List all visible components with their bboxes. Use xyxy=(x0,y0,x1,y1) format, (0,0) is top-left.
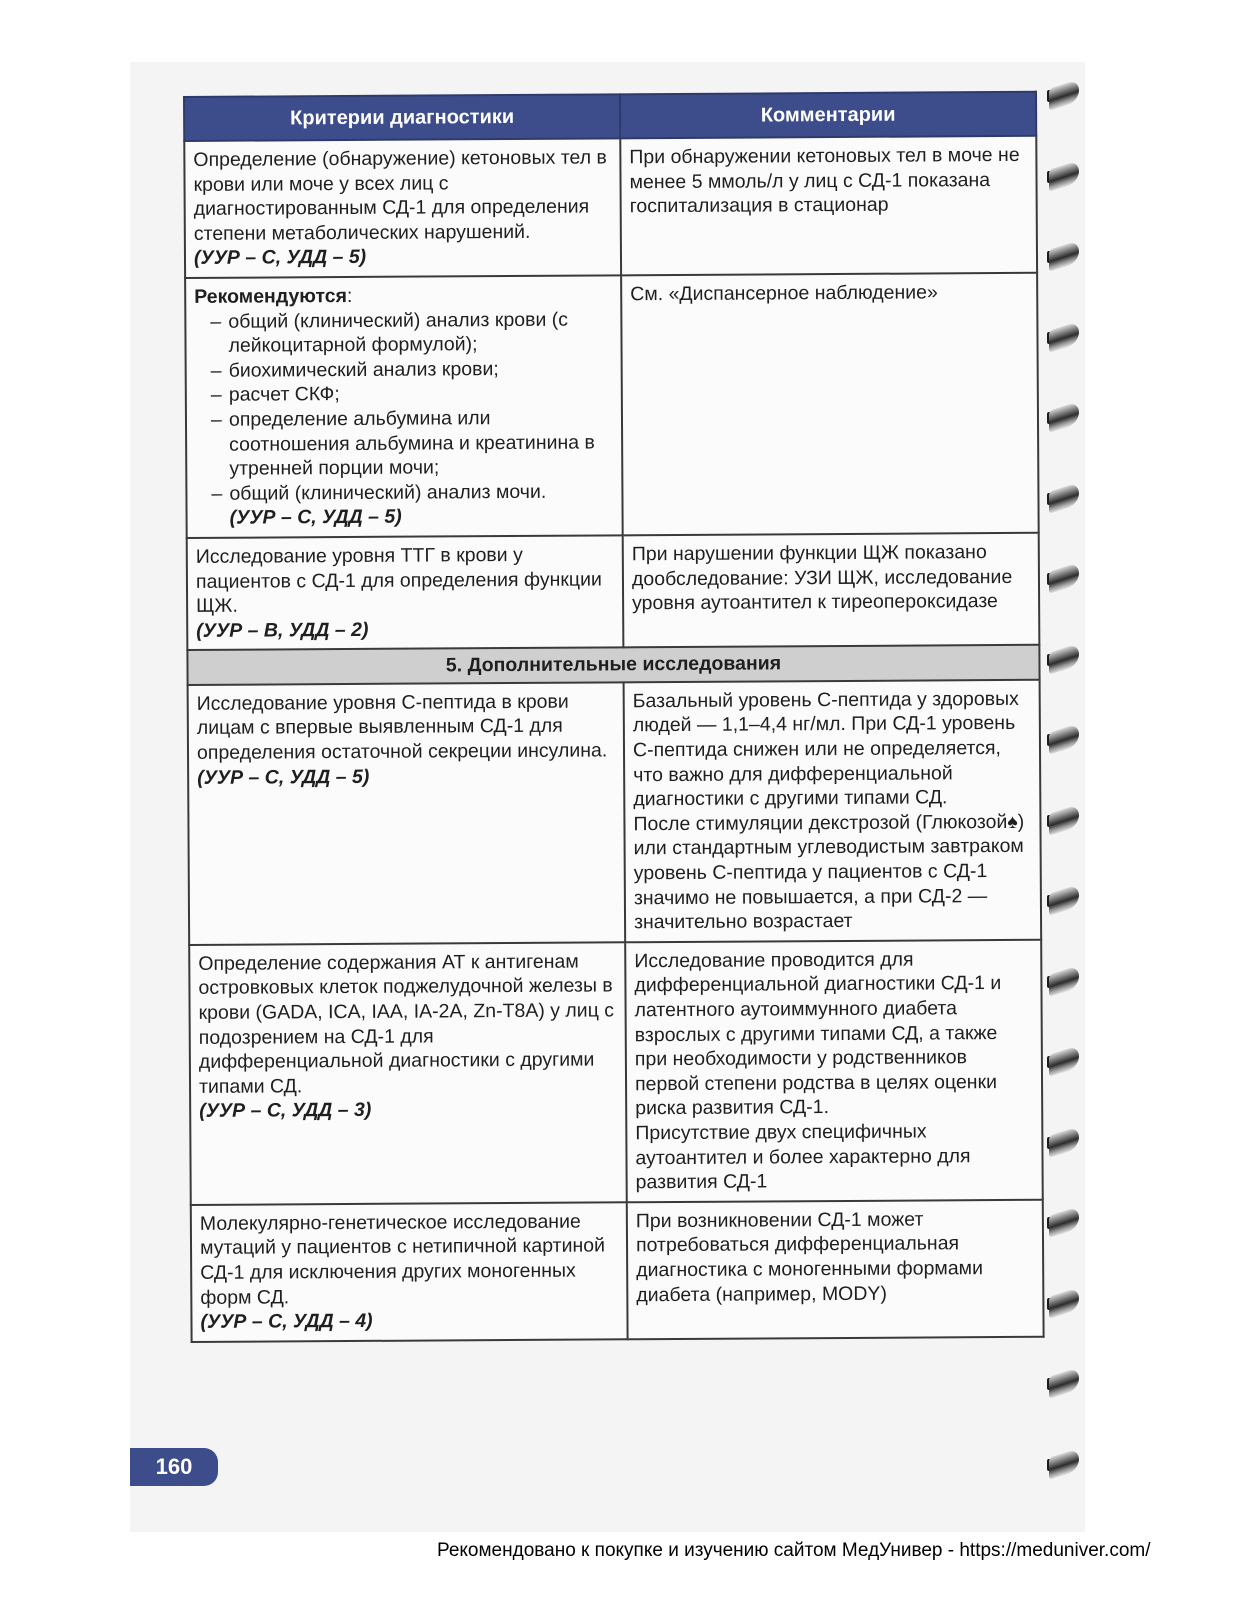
section-title: 5. Дополнительные исследования xyxy=(187,645,1039,685)
criteria-cell xyxy=(187,535,624,650)
list-item: – общий (клинический) анализ мочи. xyxy=(211,479,613,506)
criteria-text: Исследование уровня С-пептида в крови лицам с впервые выявленным СД-1 для определения остаточной секреции инсулина. xyxy=(196,690,608,764)
spiral-binding xyxy=(1047,80,1087,1520)
comment-cell: См. «Диспансерное наблюдение» xyxy=(621,273,1039,535)
list-item: – определение альбумина или соотношения альбумина и креатинина в утренней порции мочи; xyxy=(211,405,613,481)
diagnostics-table xyxy=(183,91,1045,1343)
spiral-ring xyxy=(1047,805,1083,835)
spiral-ring xyxy=(1047,80,1083,110)
evidence-level: (УУР – С, УДД – 5) xyxy=(197,765,370,789)
comment-text: Присутствие двух специфичных аутоантител и более характерно для развития СД-1 xyxy=(635,1120,971,1194)
criteria-text: Определение содержания АТ к антигенам островковых клеток поджелудочной железы в крови (GADA, ICA, IAA, IA-2A, Zn-T8A) у лиц с подозрением на СД-1 для дифференциальной диагностики с другими типами СД. xyxy=(198,950,615,1098)
section-row xyxy=(187,645,1039,685)
spiral-ring xyxy=(1047,644,1083,674)
spiral-ring xyxy=(1047,1288,1083,1318)
spiral-ring xyxy=(1047,161,1083,191)
header-criteria: Критерии диагностики xyxy=(184,94,620,141)
comment-cell xyxy=(625,940,1043,1202)
page-number: 160 xyxy=(130,1448,218,1486)
comment-cell: При нарушении функции ЩЖ показано дообследование: УЗИ ЩЖ, исследование уровня аутоантител к тиреопероксидазе xyxy=(623,533,1040,648)
table-row xyxy=(184,136,1037,278)
spiral-ring xyxy=(1047,563,1083,593)
spiral-ring xyxy=(1047,1368,1083,1398)
table-row xyxy=(191,1200,1044,1342)
footer-note: Рекомендовано к покупке и изучению сайтом МедУнивер - https://meduniver.com/ xyxy=(437,1540,1151,1561)
evidence-level: (УУР – С, УДД – 4) xyxy=(200,1309,373,1334)
spiral-ring xyxy=(1047,885,1083,915)
evidence-level: (УУР – С, УДД – 5) xyxy=(193,246,367,270)
criteria-cell xyxy=(184,138,621,278)
spiral-ring xyxy=(1047,241,1083,271)
criteria-text: Определение (обнаружение) кетоновых тел в крови или моче у всех лиц с диагностированным СД-1 для определения степени метаболических нарушений. xyxy=(193,146,607,245)
recommended-heading: Рекомендуются xyxy=(194,284,348,308)
table-row xyxy=(188,680,1042,945)
criteria-cell xyxy=(189,942,627,1205)
table-row xyxy=(187,533,1040,651)
spiral-ring xyxy=(1047,966,1083,996)
spiral-ring xyxy=(1047,1207,1083,1237)
spiral-ring xyxy=(1047,402,1083,432)
header-comments: Комментарии xyxy=(620,92,1036,139)
spiral-ring xyxy=(1047,322,1083,352)
list-item: – расчет СКФ; xyxy=(211,381,613,408)
recommended-list xyxy=(194,307,613,506)
list-item: – общий (клинический) анализ крови (с лейкоцитарной формулой); xyxy=(210,307,612,359)
comment-cell xyxy=(624,680,1042,942)
comment-text: Базальный уровень С-пептида у здоровых людей — 1,1–4,4 нг/мл. При СД-1 уровень С-пептида снижен или не определяется, что важно для дифференциальной диагностики с другими типами СД. xyxy=(632,687,1019,811)
spiral-ring xyxy=(1047,1127,1083,1157)
spiral-ring xyxy=(1047,1046,1083,1076)
table-row xyxy=(189,940,1043,1205)
spiral-ring xyxy=(1047,1449,1083,1479)
table-row xyxy=(185,273,1039,538)
criteria-cell xyxy=(188,682,626,945)
evidence-level: (УУР – С, УДД – 5) xyxy=(229,505,402,530)
criteria-text: Исследование уровня ТТГ в крови у пациентов с СД-1 для определения функции ЩЖ. xyxy=(195,543,602,618)
criteria-cell: Рекомендуются: – общий (клинический) анализ крови (с лейкоцитарной формулой); – биохимический анализ крови; – расчет СКФ; – определение альбумина или соотношения альбумина и креатинина в утренней порции мочи; – общий (клинический) анализ мочи. (УУР – С, УДД – 5) xyxy=(185,275,623,538)
comment-cell: При возникновении СД-1 может потребоваться дифференциальная диагностика с моногенными формами диабета (например, MODY) xyxy=(627,1200,1044,1340)
spiral-ring xyxy=(1047,483,1083,513)
comment-text: Исследование проводится для дифференциальной диагностики СД-1 и латентного аутоиммунного диабета взрослых с другими типами СД, а также при необходимости у родственников первой степени родства в целях оценки риска развития СД-1. xyxy=(634,948,1002,1120)
spiral-ring xyxy=(1047,724,1083,754)
list-item: – биохимический анализ крови; xyxy=(211,356,613,383)
table-header-row xyxy=(184,92,1036,141)
comment-cell: При обнаружении кетоновых тел в моче не менее 5 ммоль/л у лиц с СД-1 показана госпитализация в стационар xyxy=(620,136,1037,276)
criteria-text: Молекулярно-генетическое исследование мутаций у пациентов с нетипичной картиной СД-1 для исключения других моногенных форм СД. xyxy=(199,1210,606,1309)
evidence-level: (УУР – В, УДД – 2) xyxy=(196,618,369,642)
comment-text: После стимуляции декстрозой (Глюкозой♠) или стандартным углеводистым завтраком уровень С-пептида у пациентов с СД-1 значимо не повышается, а при СД-2 — значительно возрастает xyxy=(633,810,1025,934)
evidence-level: (УУР – С, УДД – 3) xyxy=(199,1099,372,1123)
criteria-cell xyxy=(191,1202,628,1342)
